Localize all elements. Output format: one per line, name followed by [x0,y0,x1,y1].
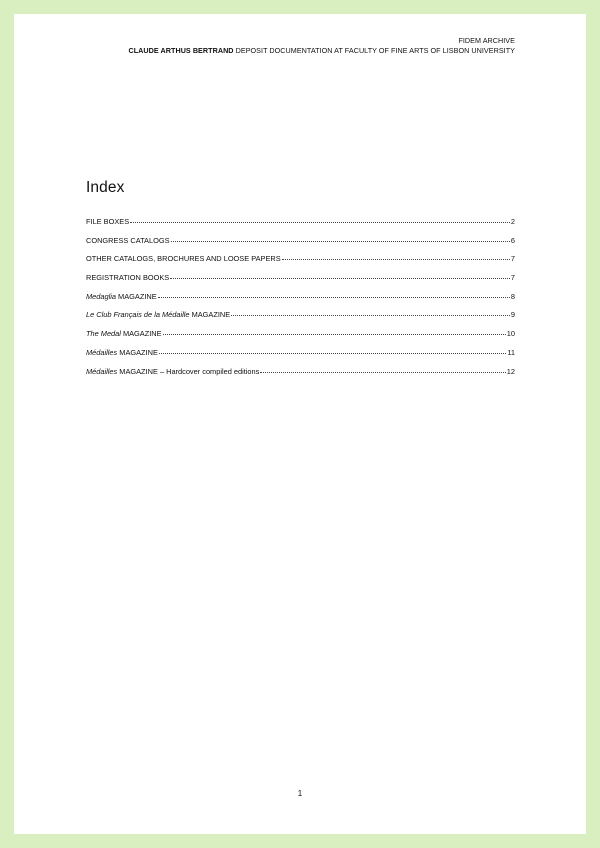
header-archive-title: FIDEM ARCHIVE [458,36,515,45]
toc-entry-page: 12 [506,366,515,376]
toc-dot-leader [171,235,510,243]
header-subtitle-bold: CLAUDE ARTHUS BERTRAND [128,46,234,55]
toc-entry-text: REGISTRATION BOOKS [86,273,170,283]
toc-entry-page: 7 [510,273,515,283]
toc-entry-italic: Medaglia [86,291,116,301]
toc-entry-label [86,273,169,282]
toc-dot-leader [159,347,506,355]
toc-entry-medaglia-magazine[interactable] [86,291,515,310]
toc-entry-label [86,236,170,245]
toc-entry-medailles-hardcover[interactable] [86,366,515,385]
toc-entry-page: 11 [507,347,515,357]
toc-entry-label [86,348,158,357]
toc-dot-leader [260,366,505,374]
toc-entry-italic: Le Club Français de la Médaille [86,310,190,320]
toc-entry-text: MAGAZINE [117,347,158,357]
toc-dot-leader [158,291,510,299]
toc-entry-text: CONGRESS CATALOGS [86,235,170,245]
header-subtitle [129,46,516,56]
toc-entry-text: FILE BOXES [86,217,130,226]
toc-entry-page: 10 [506,329,515,339]
toc-entry-label [86,254,281,263]
toc-dot-leader [163,328,506,336]
toc-entry-label [86,329,162,338]
toc-dot-leader [231,309,510,317]
toc-entry-text: MAGAZINE [189,310,231,320]
page-number: 1 [297,789,303,798]
toc-entry-page: 9 [510,310,515,320]
toc-entry-text: MAGAZINE [116,291,157,301]
toc-entry-italic: Médailles [86,347,118,357]
page-header [129,36,516,56]
toc-entry-text: OTHER CATALOGS, BROCHURES AND LOOSE PAPERS [86,254,281,264]
toc-dot-leader [130,216,510,224]
toc-entry-page: 2 [510,217,515,226]
toc-entry-label [86,292,157,301]
toc-entry-italic: The Medal [86,329,121,339]
toc-entry-text: MAGAZINE – Hardcover compiled editions [117,366,260,376]
toc-entry-label [86,217,129,226]
table-of-contents [86,216,515,384]
toc-entry-italic: Médailles [86,366,118,376]
toc-entry-text: MAGAZINE [120,329,162,339]
header-subtitle-rest: DEPOSIT DOCUMENTATION AT FACULTY OF FINE ARTS OF LISBON UNIVERSITY [233,46,515,55]
toc-entry-label [86,310,230,319]
toc-dot-leader [282,253,510,261]
toc-entry-label [86,367,259,376]
toc-entry-page: 7 [510,254,515,264]
index-heading: Index [86,179,125,196]
toc-entry-page: 8 [510,291,515,301]
toc-entry-file-boxes[interactable] [86,216,515,235]
toc-entry-club-francais-magazine[interactable] [86,309,515,328]
document-page [14,14,586,834]
toc-entry-page: 6 [510,235,515,245]
toc-entry-registration-books[interactable] [86,272,515,291]
toc-entry-other-catalogs[interactable] [86,253,515,272]
toc-entry-congress-catalogs[interactable] [86,235,515,254]
toc-entry-the-medal-magazine[interactable] [86,328,515,347]
toc-entry-medailles-magazine[interactable] [86,347,515,366]
toc-dot-leader [170,272,510,280]
